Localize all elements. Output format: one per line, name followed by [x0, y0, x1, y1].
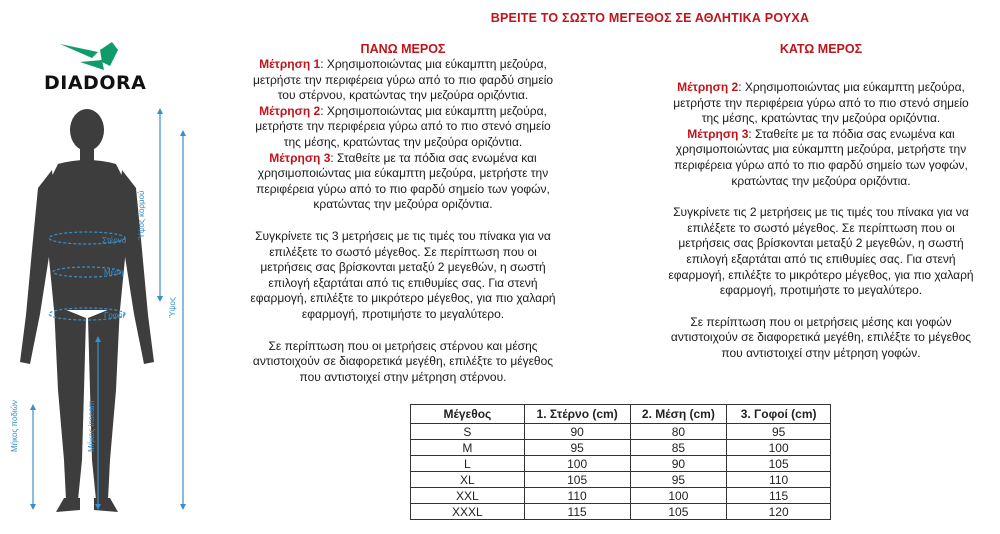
upper-m3-text: : Σταθείτε με τα πόδια σας ενωμένα και χρησιμοποιώντας μια εύκαμπτη μεζούρα, μετρήστε την περιφέρεια γύρω από το πιο φαρδύ σημείο των γοφών, κρατώντας την μεζούρα οριζόντια.	[256, 150, 550, 212]
leg-length-label: Μήκος ποδιών	[10, 400, 19, 452]
upper-m2-text: : Χρησιμοποιώντας μια εύκαμπτη μεζούρα, μετρήστε την περιφέρεια γύρω από το πιο στενό σημείο της μέσης, κρατώντας την μεζούρα οριζόντια.	[255, 103, 551, 149]
hips-cell: 95	[727, 424, 831, 440]
size-cell: S	[411, 424, 525, 440]
upper-m3-label: Μέτρηση 3	[269, 150, 331, 165]
diadora-logo-icon	[52, 40, 142, 74]
torso-length-label: Ύψος κορμού	[137, 190, 146, 240]
header-size: Μέγεθος	[411, 405, 525, 424]
table-row	[411, 488, 831, 504]
lower-note-text: Σε περίπτωση που οι μετρήσεις μέσης και γοφών αντιστοιχούν σε διαφορετικά μεγέθη, επιλέξτε το μέγεθος που αντιστοιχεί στην μέτρηση γοφών.	[670, 314, 972, 360]
table-row	[411, 504, 831, 520]
waist-label: Μέση	[104, 268, 124, 277]
lower-instructions	[666, 80, 976, 362]
hips-label: Γοφοί	[104, 311, 125, 320]
lower-compare-text: Συγκρίνετε τις 2 μετρήσεις με τις τιμές του πίνακα για να επιλέξετε το σωστό μέγεθος. Σε περίπτωση που οι μετρήσεις σας βρίσκονται μεταξύ 2 μεγεθών, η σωστή επιλογή εξαρτάται από τις επιθυμίες σας. Για στενή εφαρμογή, επιλέξτε το μικρότερο μέγεθος, για πιο χαλαρή εφαρμογή, προτιμήστε το μεγαλύτερο.	[668, 205, 974, 298]
height-label: Ύψος	[168, 297, 177, 318]
waist-cell: 95	[630, 472, 727, 488]
table-row	[411, 472, 831, 488]
waist-cell: 105	[630, 504, 727, 520]
size-cell: XL	[411, 472, 525, 488]
lower-m3-text: : Σταθείτε με τα πόδια σας ενωμένα και χρησιμοποιώντας μια εύκαμπτη μεζούρα, μετρήστε την περιφέρεια γύρω από το πιο φαρδύ σημείο των γοφών, κρατώντας την μεζούρα οριζόντια.	[674, 126, 968, 188]
lower-m2-label: Μέτρηση 2	[677, 80, 739, 94]
upper-m1-label: Μέτρηση 1	[259, 57, 321, 71]
table-row	[411, 456, 831, 472]
waist-cell: 85	[630, 440, 727, 456]
chest-label: Στέρνο	[102, 236, 127, 245]
chest-cell: 100	[524, 456, 630, 472]
lower-m2-text: : Χρησιμοποιώντας μια εύκαμπτη μεζούρα, μετρήστε την περιφέρεια γύρω από το πιο στενό σημείο της μέσης, κρατώντας την μεζούρα οριζόντια.	[673, 80, 969, 126]
upper-m2-label: Μέτρηση 2	[259, 103, 321, 118]
upper-m1-text: : Χρησιμοποιώντας μια εύκαμπτη μεζούρα, μετρήστε την περιφέρεια γύρω από το πιο φαρδύ σημείο του στέρνου, κρατώντας την μεζούρα οριζόντια.	[252, 57, 554, 103]
chest-cell: 90	[524, 424, 630, 440]
size-table	[410, 404, 831, 520]
hips-cell: 100	[727, 440, 831, 456]
table-row	[411, 440, 831, 456]
upper-instructions	[248, 57, 558, 385]
header-hips: 3. Γοφοί (cm)	[727, 405, 831, 424]
size-cell: XXXL	[411, 504, 525, 520]
hips-cell: 110	[727, 472, 831, 488]
waist-cell: 100	[630, 488, 727, 504]
hips-cell: 115	[727, 488, 831, 504]
upper-heading: ΠΑΝΩ ΜΕΡΟΣ	[360, 42, 446, 56]
table-row	[411, 424, 831, 440]
page-title: ΒΡΕΙΤΕ ΤΟ ΣΩΣΤΟ ΜΕΓΕΘΟΣ ΣΕ ΑΘΛΗΤΙΚΑ ΡΟΥΧΑ	[490, 11, 810, 25]
waist-cell: 90	[630, 456, 727, 472]
size-cell: M	[411, 440, 525, 456]
hips-cell: 105	[727, 456, 831, 472]
upper-note-text: Σε περίπτωση που οι μετρήσεις στέρνου και μέσης αντιστοιχούν σε διαφορετικά μεγέθη, επιλέξτε το μέγεθος που αντιστοιχεί στην μέτρηση στέρνου.	[252, 338, 554, 384]
chest-cell: 95	[524, 440, 630, 456]
size-cell: XXL	[411, 488, 525, 504]
chest-cell: 105	[524, 472, 630, 488]
table-header-row	[411, 405, 831, 424]
chest-cell: 115	[524, 504, 630, 520]
waist-cell: 80	[630, 424, 727, 440]
chest-cell: 110	[524, 488, 630, 504]
header-chest: 1. Στέρνο (cm)	[524, 405, 630, 424]
brand-name: DIADORA	[44, 72, 147, 94]
hips-cell: 120	[727, 504, 831, 520]
lower-m3-label: Μέτρηση 3	[687, 126, 749, 141]
upper-compare-text: Συγκρίνετε τις 3 μετρήσεις με τις τιμές του πίνακα για να επιλέξετε το σωστό μέγεθος. Σε περίπτωση που οι μετρήσεις σας βρίσκονται μεταξύ 2 μεγεθών, η σωστή επιλογή εξαρτάται από τις επιθυμίες σας. Για στενή εφαρμογή, επιλέξτε το μικρότερο μέγεθος, για πιο χαλαρή εφαρμογή, προτιμήστε το μεγαλύτερο.	[250, 228, 556, 321]
header-waist: 2. Μέση (cm)	[630, 405, 727, 424]
lower-heading: ΚΑΤΩ ΜΕΡΟΣ	[779, 42, 863, 56]
inseam-label: Μήκος inseam	[87, 400, 96, 452]
size-cell: L	[411, 456, 525, 472]
